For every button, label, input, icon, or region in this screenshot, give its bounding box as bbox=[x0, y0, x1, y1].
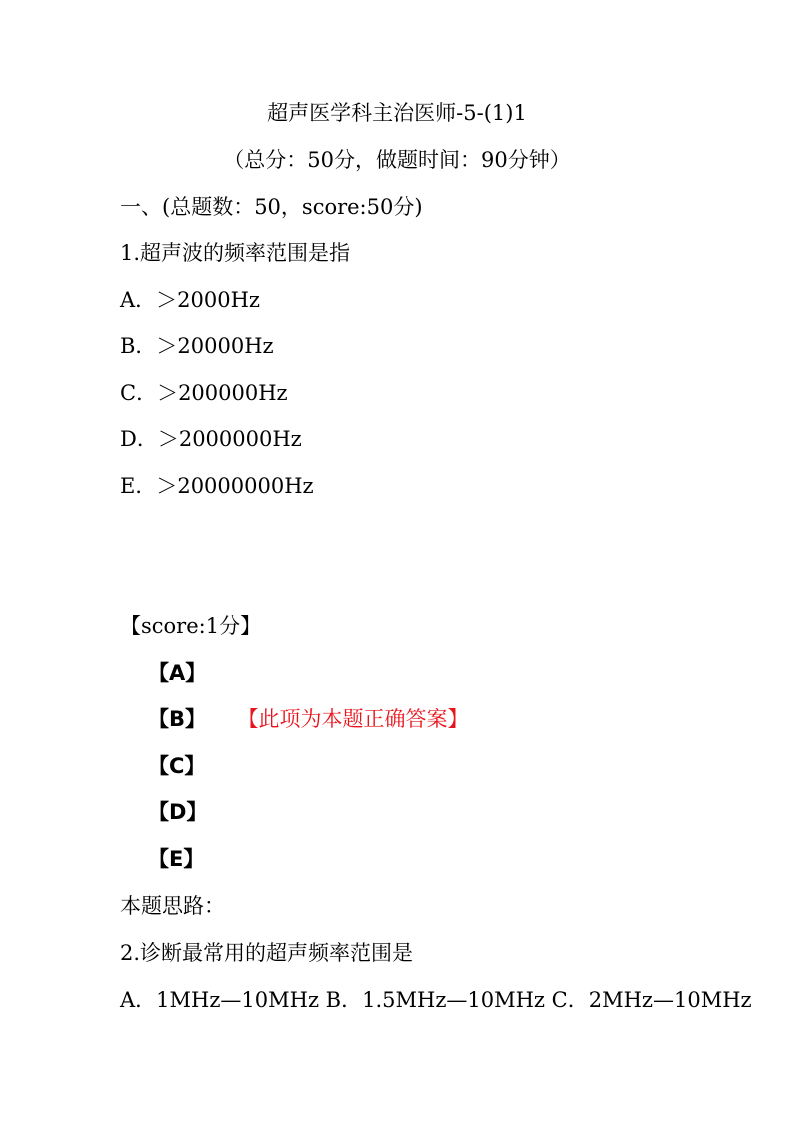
answer-mark-c: 【C】 bbox=[148, 754, 206, 778]
answer-mark-d: 【D】 bbox=[148, 800, 208, 824]
question-1-option-e: E．＞20000000Hz bbox=[120, 474, 314, 498]
question-2-options: A．1MHz—10MHz B．1.5MHz—10MHz C．2MHz—10MHz bbox=[120, 988, 752, 1012]
answer-row-c bbox=[148, 753, 205, 779]
question-1-text: 1.超声波的频率范围是指 bbox=[120, 241, 351, 265]
question-1-option-d: D．＞2000000Hz bbox=[120, 427, 302, 451]
answer-mark-a: 【A】 bbox=[148, 661, 207, 685]
correct-answer-note: 【此项为本题正确答案】 bbox=[248, 707, 469, 731]
document-title: 超声医学科主治医师-5-(1)1 bbox=[267, 101, 527, 125]
section-heading: 一、(总题数：50，score:50分) bbox=[120, 195, 423, 219]
question-1-option-b: B．＞20000Hz bbox=[120, 334, 274, 358]
answer-mark-e: 【E】 bbox=[148, 847, 205, 871]
answer-row-a bbox=[148, 660, 206, 686]
analysis-label: 本题思路： bbox=[120, 894, 225, 918]
answer-row-d bbox=[148, 799, 207, 825]
document-subtitle: （总分：50分，做题时间：90分钟） bbox=[223, 148, 571, 172]
question-1-option-a: A．＞2000Hz bbox=[120, 288, 260, 312]
question-1-score: 【score:1分】 bbox=[120, 614, 262, 638]
question-1-option-c: C．＞200000Hz bbox=[120, 381, 288, 405]
answer-row-e bbox=[148, 846, 204, 872]
question-2-text: 2.诊断最常用的超声频率范围是 bbox=[120, 941, 414, 965]
answer-mark-b: 【B】 bbox=[148, 707, 207, 731]
answer-row-b bbox=[148, 706, 469, 732]
